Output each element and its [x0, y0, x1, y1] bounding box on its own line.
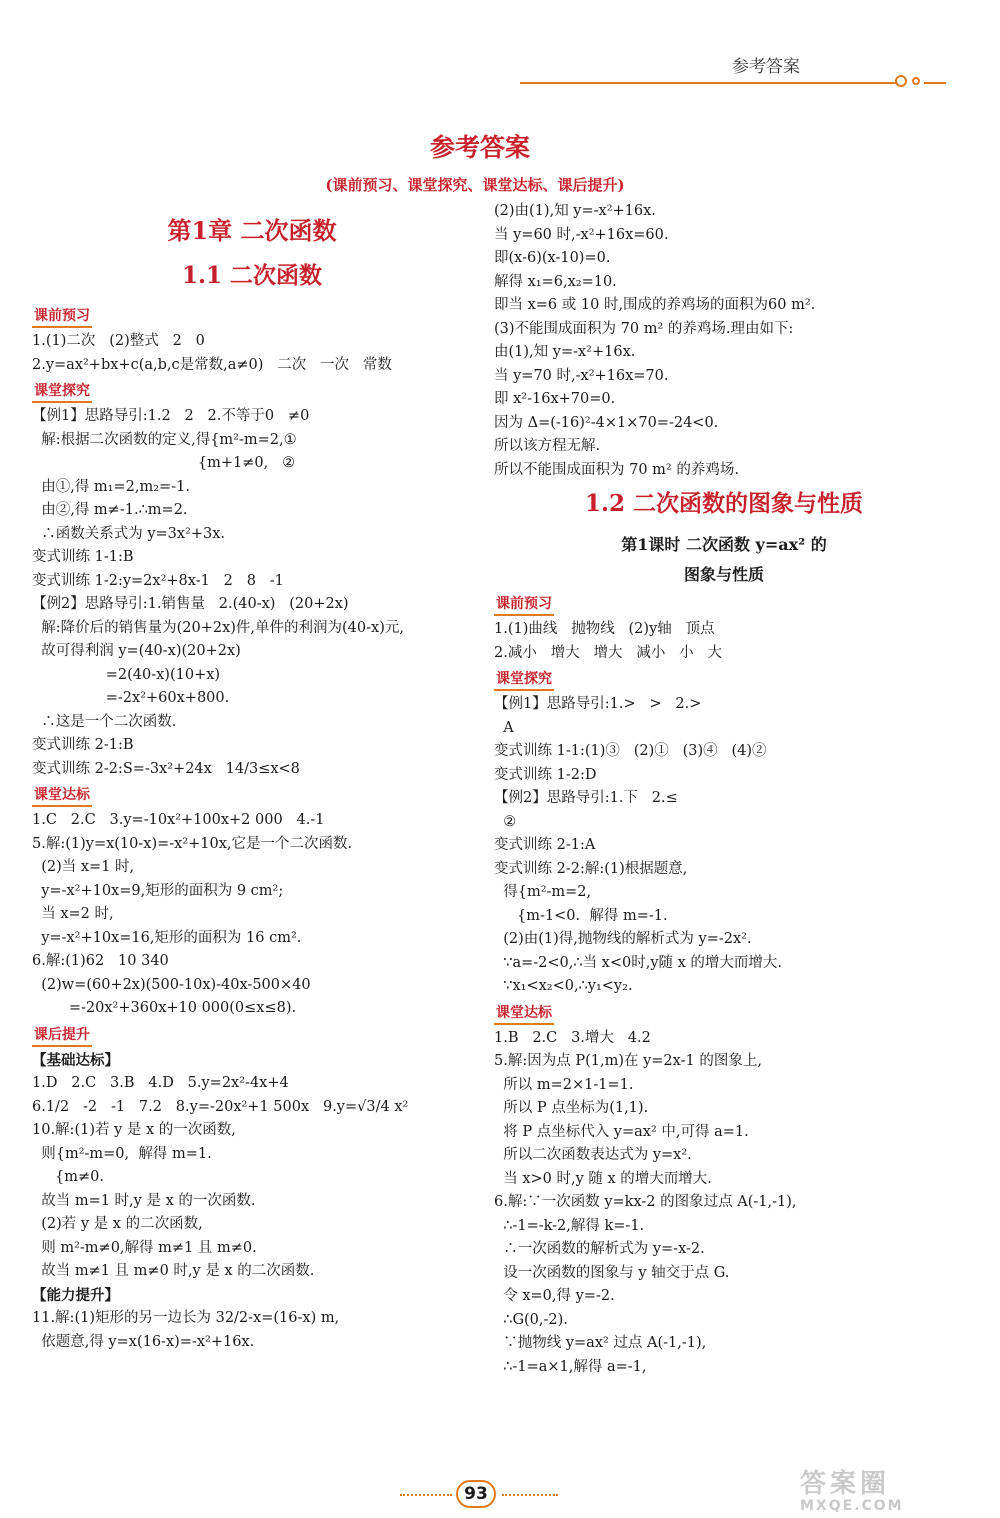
header-ornament-circle-small [912, 77, 920, 85]
dotted-rule-left [400, 1494, 452, 1496]
answer-line: 所以该方程无解. [494, 438, 601, 454]
answer-line: 故可得利润 y=(40-x)(20+2x) [32, 643, 241, 659]
answer-line: 5.解:因为点 P(1,m)在 y=2x-1 的图象上, [494, 1053, 762, 1069]
tag-preview: 课前预习 [32, 306, 92, 328]
ability-answers [32, 1307, 472, 1354]
header-rule [520, 82, 900, 84]
answer-line: {m+1≠0, ② [32, 455, 296, 471]
continued-answers [494, 200, 954, 482]
answer-line: 则 m²-m≠0,解得 m≠1 且 m≠0. [32, 1239, 257, 1256]
answer-line: ∴函数关系式为 y=3x²+3x. [32, 525, 226, 542]
answer-line: {m-1<0. 解得 m=-1. [494, 907, 668, 924]
answer-line: 6.解:(1)62 10 340 [32, 953, 169, 969]
answer-line: ∴-1=a×1,解得 a=-1, [494, 1358, 647, 1375]
answer-line: (2)当 x=1 时, [32, 859, 135, 875]
explore-answers-2 [494, 693, 954, 999]
answer-line: ∵a=-2<0,∴当 x<0时,y随 x 的增大而增大. [494, 954, 783, 971]
answer-line: 由①,得 m₁=2,m₂=-1. [32, 478, 190, 495]
answer-line: 则{m²-m=0, 解得 m=1. [32, 1145, 212, 1162]
answer-line: 11.解:(1)矩形的另一边长为 32/2-x=(16-x) m, [32, 1310, 340, 1326]
basic-label: 【基础达标】 [32, 1051, 119, 1069]
answer-line: ∵抛物线 y=ax² 过点 A(-1,-1), [494, 1335, 707, 1351]
answer-line: 解:根据二次函数的定义,得{m²-m=2,① [32, 431, 297, 448]
tag-explore: 课堂探究 [32, 381, 92, 403]
page-title: 参考答案 [429, 133, 530, 162]
answer-line: 所以 m=2×1-1=1. [494, 1076, 634, 1093]
answer-line: 解得 x₁=6,x₂=10. [494, 273, 617, 290]
answer-line: 【例1】思路导引:1.> > 2.> [494, 696, 702, 712]
answer-line: ② [494, 813, 517, 830]
answer-line: 所以二次函数表达式为 y=x². [494, 1147, 692, 1163]
answer-line: 1.C 2.C 3.y=-10x²+100x+2 000 4.-1 [32, 812, 325, 828]
answer-line: 故当 m≠1 且 m≠0 时,y 是 x 的二次函数. [32, 1263, 315, 1279]
answer-line: =-20x²+360x+10 000(0≤x≤8). [32, 1000, 297, 1016]
answer-line: {m≠0. [32, 1169, 105, 1185]
section-heading: 1.1 二次函数 [181, 262, 323, 289]
answer-line: 2.减小 增大 增大 减小 小 大 [494, 644, 722, 661]
answer-line: 故当 m=1 时,y 是 x 的一次函数. [32, 1192, 256, 1209]
answer-line: 即(x-6)(x-10)=0. [494, 250, 611, 266]
answer-line: 变式训练 1-1:B [32, 549, 134, 565]
watermark-url: MXQE.COM [800, 1498, 904, 1514]
answer-line: y=-x²+10x=16,矩形的面积为 16 cm². [32, 929, 302, 946]
answer-line: 变式训练 1-1:(1)③ (2)① (3)④ (4)② [494, 743, 767, 759]
answer-line: 5.解:(1)y=x(10-x)=-x²+10x,它是一个二次函数. [32, 835, 353, 852]
answer-line: ∴-1=-k-2,解得 k=-1. [494, 1217, 645, 1234]
answer-line: 【例2】思路导引:1.销售量 2.(40-x) (20+2x) [32, 596, 349, 612]
answer-line: 2.y=ax²+bx+c(a,b,c是常数,a≠0) 二次 一次 常数 [32, 356, 392, 373]
answer-line: 即当 x=6 或 10 时,围成的养鸡场的面积为60 m². [494, 297, 816, 313]
answer-line: (3)不能围成面积为 70 m² 的养鸡场.理由如下: [494, 320, 794, 337]
answer-line: 变式训练 2-1:A [494, 837, 596, 853]
answer-line: 1.(1)曲线 抛物线 (2)y轴 顶点 [494, 621, 715, 637]
watermark [800, 1470, 990, 1516]
answer-line: =2(40-x)(10+x) [32, 666, 221, 683]
answer-line: 变式训练 2-2:S=-3x²+24x 14/3≤x<8 [32, 760, 300, 777]
preview-answers-2 [494, 618, 954, 665]
answer-line: =-2x²+60x+800. [32, 690, 230, 706]
answer-line: 即 x²-16x+70=0. [494, 391, 616, 407]
tag-explore-2: 课堂探究 [494, 669, 554, 691]
answer-line: 所以不能围成面积为 70 m² 的养鸡场. [494, 461, 739, 478]
basic-answers [32, 1072, 472, 1284]
lesson-heading-line2: 图象与性质 [683, 565, 764, 584]
answer-line: (2)由(1)得,抛物线的解析式为 y=-2x². [494, 931, 752, 947]
answer-line: 1.D 2.C 3.B 4.D 5.y=2x²-4x+4 [32, 1075, 289, 1091]
answer-line: 1.B 2.C 3.增大 4.2 [494, 1029, 651, 1046]
page-subtitle: (课前预习、课堂探究、课堂达标、课后提升) [325, 176, 625, 194]
answer-line: 1.(1)二次 (2)整式 2 0 [32, 333, 205, 349]
page-number: 93 [456, 1480, 496, 1508]
answer-line: ∴一次函数的解析式为 y=-x-2. [494, 1241, 705, 1257]
header-label: 参考答案 [732, 57, 800, 77]
answer-line: 当 y=70 时,-x²+16x=70. [494, 367, 669, 384]
answer-line: ∵x₁<x₂<0,∴y₁<y₂. [494, 978, 633, 994]
tag-preview-2: 课前预习 [494, 594, 554, 616]
answer-line: 解:降价后的销售量为(20+2x)件,单件的利润为(40-x)元, [32, 619, 404, 636]
answer-line: 【例1】思路导引:1.2 2 2.不等于0 ≠0 [32, 408, 310, 424]
preview-answers [32, 330, 472, 377]
answer-line: ∴G(0,-2). [494, 1311, 568, 1328]
answer-line: ∴这是一个二次函数. [32, 713, 177, 730]
explore-answers [32, 405, 472, 781]
answer-line: 6.1/2 -2 -1 7.2 8.y=-20x²+1 500x 9.y=√3/4 x² [32, 1098, 409, 1115]
answer-line: (2)w=(60+2x)(500-10x)-40x-500×40 [32, 976, 311, 993]
header-ornament-circle [895, 75, 907, 87]
chapter-heading: 第1章 二次函数 [167, 216, 337, 245]
answer-line: y=-x²+10x=9,矩形的面积为 9 cm²; [32, 882, 284, 899]
left-column [32, 200, 472, 1354]
section-heading-2: 1.2 二次函数的图象与性质 [584, 490, 864, 517]
ability-label: 【能力提升】 [32, 1286, 119, 1304]
answer-line: 10.解:(1)若 y 是 x 的一次函数, [32, 1122, 236, 1138]
answer-line: 变式训练 1-2:D [494, 766, 597, 783]
answer-line: 依题意,得 y=x(16-x)=-x²+16x. [32, 1333, 255, 1350]
answer-line: 当 x>0 时,y 随 x 的增大而增大. [494, 1170, 712, 1187]
answer-line: 将 P 点坐标代入 y=ax² 中,可得 a=1. [494, 1123, 749, 1140]
answer-line: (2)若 y 是 x 的二次函数, [32, 1216, 203, 1232]
lesson-heading-line1: 第1课时 二次函数 y=ax² 的 [621, 535, 827, 554]
answer-line: 得{m²-m=2, [494, 884, 592, 900]
header-ornament-dash [924, 82, 946, 84]
answer-line: 当 y=60 时,-x²+16x=60. [494, 226, 669, 243]
watermark-text: 答案圈 [800, 1469, 891, 1499]
answer-line: A [494, 719, 514, 736]
tag-after-class: 课后提升 [32, 1025, 92, 1047]
answer-line: (2)由(1),知 y=-x²+16x. [494, 203, 656, 219]
answer-line: 令 x=0,得 y=-2. [494, 1288, 615, 1304]
answer-line: 变式训练 2-1:B [32, 737, 134, 753]
answer-line: 【例2】思路导引:1.下 2.≤ [494, 790, 678, 806]
page-number-badge [400, 1480, 570, 1510]
answer-line: 变式训练 1-2:y=2x²+8x-1 2 8 -1 [32, 572, 284, 589]
practice-answers-2 [494, 1027, 954, 1380]
answer-line: 由(1),知 y=-x²+16x. [494, 344, 636, 360]
answer-line: 变式训练 2-2:解:(1)根据题意, [494, 860, 688, 877]
practice-answers [32, 809, 472, 1021]
tag-practice-2: 课堂达标 [494, 1003, 554, 1025]
answer-line: 6.解:∵一次函数 y=kx-2 的图象过点 A(-1,-1), [494, 1194, 797, 1210]
answer-line: 由②,得 m≠-1.∴m=2. [32, 502, 188, 518]
dotted-rule-right [502, 1494, 558, 1496]
answer-line: 所以 P 点坐标为(1,1). [494, 1100, 649, 1116]
answer-line: 设一次函数的图象与 y 轴交于点 G. [494, 1264, 730, 1281]
answer-line: 因为 Δ=(-16)²-4×1×70=-24<0. [494, 414, 719, 431]
right-column [494, 200, 954, 1379]
answer-line: 当 x=2 时, [32, 906, 114, 922]
tag-practice: 课堂达标 [32, 785, 92, 807]
